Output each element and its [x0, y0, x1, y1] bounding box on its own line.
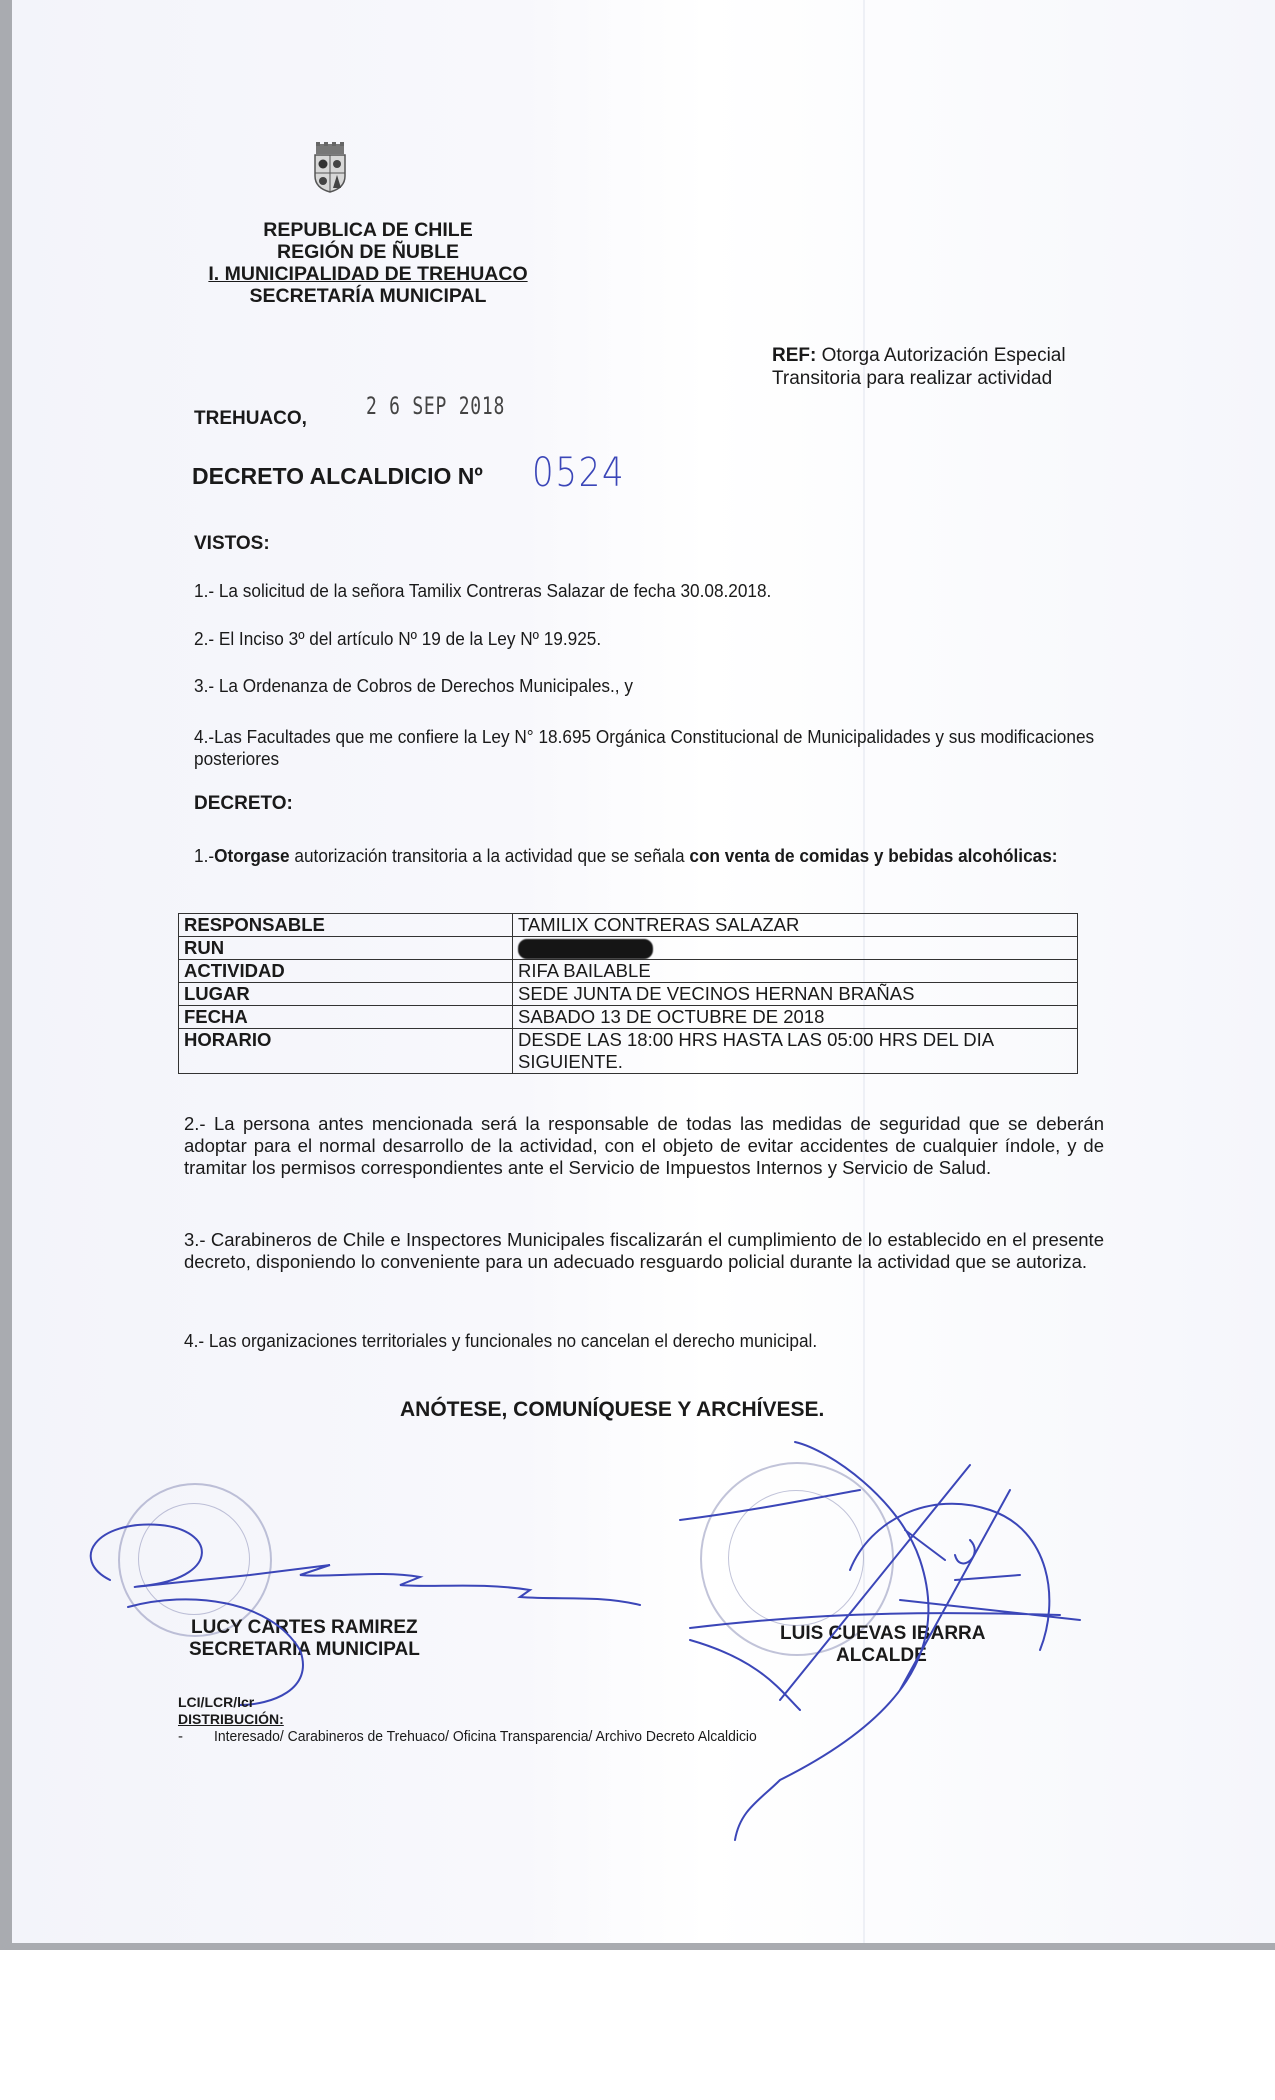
table-row — [179, 937, 1078, 960]
reference-label: REF: — [772, 345, 817, 366]
city-label: TREHUACO, — [194, 408, 307, 429]
decree-title: DECRETO ALCALDICIO Nº — [192, 463, 483, 489]
header-region: REGIÓN DE ÑUBLE — [276, 241, 459, 263]
secretary-name: LUCY CARTES RAMIREZ — [191, 1617, 418, 1638]
table-label: HORARIO — [179, 1029, 513, 1074]
decree-number: 0524 — [532, 450, 626, 496]
closing-formula: ANÓTESE, COMUNÍQUESE Y ARCHÍVESE. — [400, 1398, 825, 1421]
vistos-heading: VISTOS: — [194, 533, 270, 554]
decreto-item-1-prefix: 1.- — [194, 845, 215, 866]
table-row — [179, 983, 1078, 1006]
decreto-item-1-text: autorización transitoria a la actividad que se señala — [289, 845, 690, 866]
redaction-bar — [518, 939, 653, 959]
table-value: SABADO 13 DE OCTUBRE DE 2018 — [513, 1006, 1078, 1029]
reference-text-1: Otorga Autorización Especial — [821, 345, 1066, 366]
table-row — [179, 960, 1078, 983]
mayor-name: LUIS CUEVAS IBARRA — [780, 1623, 986, 1644]
table-label: RESPONSABLE — [179, 914, 513, 937]
mayor-role: ALCALDE — [836, 1645, 927, 1666]
secretary-stamp-inner — [138, 1503, 250, 1615]
table-value: RIFA BAILABLE — [513, 960, 1078, 983]
reference-block — [772, 344, 1112, 390]
decreto-item-1 — [194, 845, 1109, 867]
table-value: SEDE JUNTA DE VECINOS HERNAN BRAÑAS — [513, 983, 1078, 1006]
distribution-heading: DISTRIBUCIÓN: — [178, 1711, 284, 1727]
table-value-redacted — [513, 937, 1078, 960]
mayor-stamp-inner — [728, 1490, 864, 1626]
reference-text-2: Transitoria para realizar actividad — [772, 368, 1053, 389]
table-label: RUN — [179, 937, 513, 960]
header-office: SECRETARÍA MUNICIPAL — [249, 285, 487, 307]
table-label: ACTIVIDAD — [179, 960, 513, 983]
decreto-item-1-bold: con venta de comidas y bebidas alcohólicas: — [689, 845, 1058, 866]
vistos-item-3: 3.- La Ordenanza de Cobros de Derechos Municipales., y — [194, 675, 633, 696]
secretary-role: SECRETARIA MUNICIPAL — [189, 1639, 420, 1660]
table-label: FECHA — [179, 1006, 513, 1029]
coat-of-arms-icon — [312, 142, 348, 222]
distribution-list: Interesado/ Carabineros de Trehuaco/ Oficina Transparencia/ Archivo Decreto Alcaldicio — [214, 1728, 757, 1745]
decreto-heading: DECRETO: — [194, 793, 293, 814]
vistos-item-4: 4.-Las Facultades que me confiere la Ley N° 18.695 Orgánica Constitucional de Municipalidades y sus modificaciones posteriores — [194, 726, 1095, 769]
distribution-bullet: - — [178, 1728, 183, 1745]
date-stamp: 2 6 SEP 2018 — [366, 392, 506, 420]
table-row — [179, 914, 1078, 937]
table-row — [179, 1029, 1078, 1074]
table-value: TAMILIX CONTRERAS SALAZAR — [513, 914, 1078, 937]
decreto-item-1-verb: Otorgase — [214, 845, 290, 866]
decreto-item-3: 3.- Carabineros de Chile e Inspectores Municipales fiscalizarán el cumplimiento de lo establecido en el presente decreto, disponiendo lo conveniente para un adecuado resguardo policial durante la actividad que se autoriza. — [184, 1229, 1104, 1272]
table-row — [179, 1006, 1078, 1029]
header-country: REPUBLICA DE CHILE — [263, 219, 473, 241]
table-label: LUGAR — [179, 983, 513, 1006]
table-value: DESDE LAS 18:00 HRS HASTA LAS 05:00 HRS DEL DIA SIGUIENTE. — [513, 1029, 1078, 1074]
activity-table — [178, 913, 1078, 1074]
initials: LCI/LCR/lcr — [178, 1694, 255, 1710]
decreto-item-2: 2.- La persona antes mencionada será la responsable de todas las medidas de seguridad que se deberán adoptar para el normal desarrollo de la actividad, con el objeto de evitar accidentes de cualquier índole, y de tramitar los permisos correspondientes ante el Servicio de Impuestos Internos y Servicio de Salud. — [184, 1113, 1104, 1178]
header-municipality: I. MUNICIPALIDAD DE TREHUACO — [208, 263, 528, 285]
vistos-item-2: 2.- El Inciso 3º del artículo Nº 19 de la Ley Nº 19.925. — [194, 628, 602, 649]
vistos-item-1: 1.- La solicitud de la señora Tamilix Contreras Salazar de fecha 30.08.2018. — [194, 580, 772, 601]
decreto-item-4: 4.- Las organizaciones territoriales y funcionales no cancelan el derecho municipal. — [184, 1330, 818, 1351]
